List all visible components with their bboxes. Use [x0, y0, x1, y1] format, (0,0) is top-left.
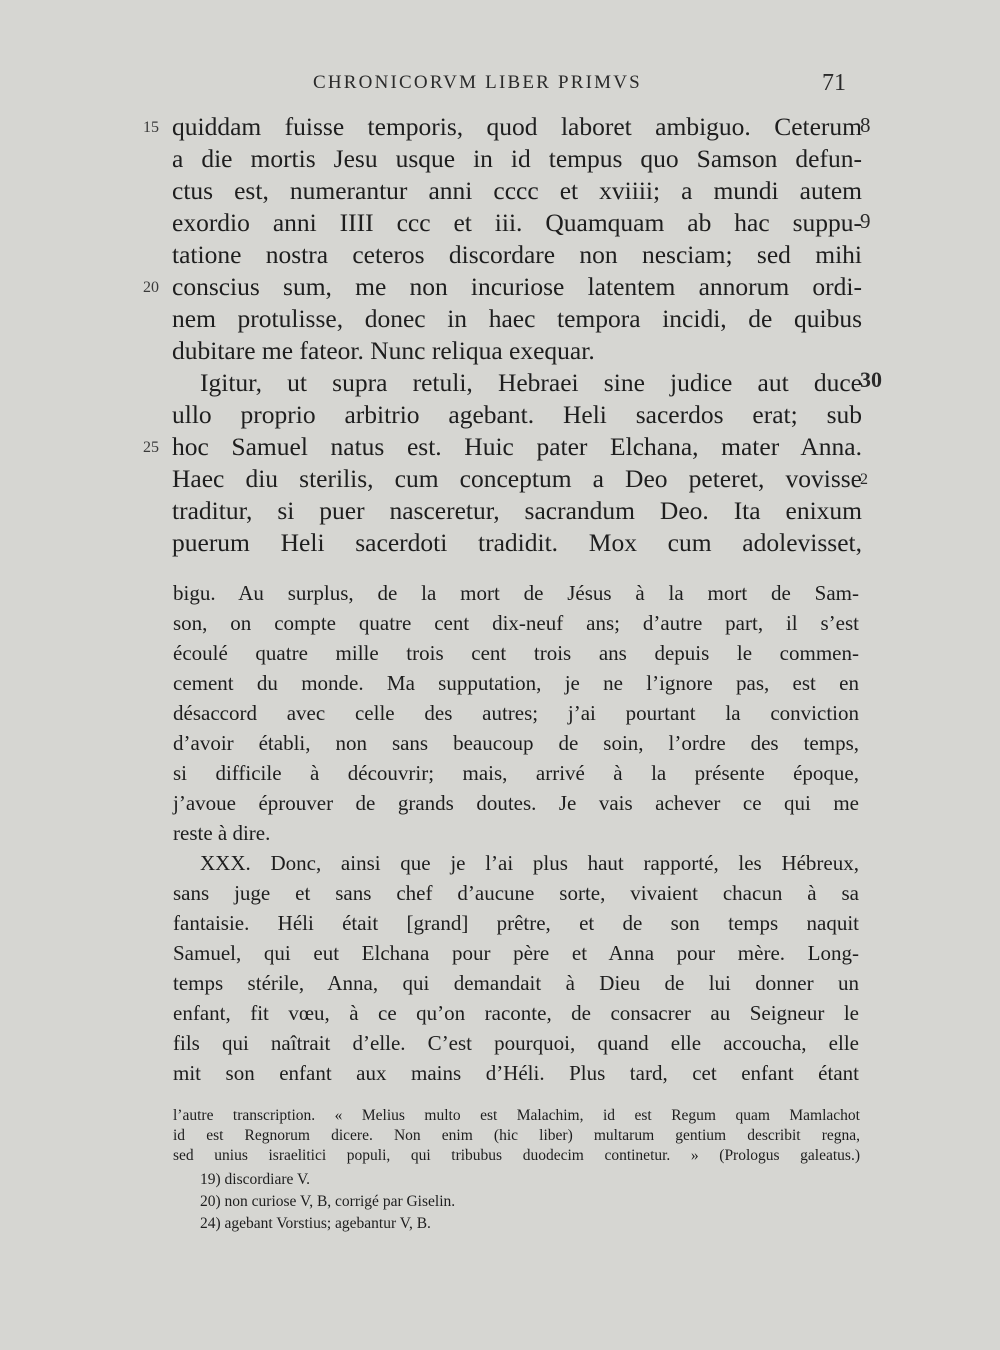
footnote-line: sed unius israelitici populi, qui tribubus duodecim continetur. » (Prologus galeatus.): [173, 1147, 860, 1164]
line-number-20: 20: [143, 279, 159, 296]
margin-number-8: 8: [860, 113, 871, 137]
french-line: reste à dire.: [173, 821, 271, 845]
french-line: son, on compte quatre cent dix-neuf ans; d’autre part, il s’est: [173, 611, 859, 635]
latin-line: Haec diu sterilis, cum conceptum a Deo peteret, vovisse: [172, 464, 862, 493]
latin-line: ctus est, numerantur anni cccc et xviiii; a mundi autem: [172, 176, 862, 205]
footnote-line: id est Regnorum dicere. Non enim (hic liber) multarum gentium describit regna,: [173, 1127, 860, 1144]
running-head: [0, 72, 1000, 102]
french-paragraph-start: XXX. Donc, ainsi que je l’ai plus haut rapporté, les Hébreux,: [200, 851, 859, 875]
latin-line: exordio anni IIII ccc et iii. Quamquam ab hac suppu-: [172, 208, 862, 237]
latin-paragraph-start: Igitur, ut supra retuli, Hebraei sine judice aut duce: [200, 368, 862, 397]
latin-line: dubitare me fateor. Nunc reliqua exequar.: [172, 336, 595, 365]
running-head-title: CHRONICORVM LIBER PRIMVS: [313, 72, 642, 93]
latin-line: tatione nostra ceteros discordare non nesciam; sed mihi: [172, 240, 862, 269]
latin-line: puerum Heli sacerdoti tradidit. Mox cum adolevisset,: [172, 528, 862, 557]
french-line: écoulé quatre mille trois cent trois ans depuis le commen-: [173, 641, 859, 665]
french-line: temps stérile, Anna, qui demandait à Dieu de lui donner un: [173, 971, 859, 995]
french-line: enfant, fit vœu, à ce qu’on raconte, de consacrer au Seigneur le: [173, 1001, 859, 1025]
line-number-25: 25: [143, 439, 159, 456]
french-line: Samuel, qui eut Elchana pour père et Anna pour mère. Long-: [173, 941, 859, 965]
french-line: j’avoue éprouver de grands doutes. Je vais achever ce qui me: [173, 791, 859, 815]
french-line: désaccord avec celle des autres; j’ai pourtant la conviction: [173, 701, 859, 725]
latin-line: quiddam fuisse temporis, quod laboret ambiguo. Ceterum: [172, 112, 862, 141]
latin-line: hoc Samuel natus est. Huic pater Elchana, mater Anna.: [172, 432, 862, 461]
footnote-19: 19) discordiare V.: [200, 1171, 311, 1188]
footnote-line: l’autre transcription. « Melius multo est Malachim, id est Regum quam Mamlachot: [173, 1107, 860, 1124]
french-line: cement du monde. Ma supputation, je ne l’ignore pas, est en: [173, 671, 859, 695]
chapter-number-30: 30: [860, 367, 882, 392]
latin-line: conscius sum, me non incuriose latentem annorum ordi-: [172, 272, 862, 301]
margin-number-9: 9: [860, 209, 871, 233]
page-number: 71: [822, 70, 846, 96]
line-number-15: 15: [143, 119, 159, 136]
french-line: mit son enfant aux mains d’Héli. Plus tard, cet enfant étant: [173, 1061, 859, 1085]
french-line: fils qui naîtrait d’elle. C’est pourquoi, quand elle accoucha, elle: [173, 1031, 859, 1055]
latin-line: ullo proprio arbitrio agebant. Heli sacerdos erat; sub: [172, 400, 862, 429]
french-line: bigu. Au surplus, de la mort de Jésus à la mort de Sam-: [173, 581, 859, 605]
latin-line: nem protulisse, donec in haec tempora incidi, de quibus: [172, 304, 862, 333]
latin-line: a die mortis Jesu usque in id tempus quo Samson defun-: [172, 144, 862, 173]
french-line: sans juge et sans chef d’aucune sorte, vivaient chacun à sa: [173, 881, 859, 905]
latin-line: traditur, si puer nasceretur, sacrandum Deo. Ita enixum: [172, 496, 862, 525]
french-line: si difficile à découvrir; mais, arrivé à la présente époque,: [173, 761, 859, 785]
margin-number-2: 2: [860, 471, 868, 488]
french-line: fantaisie. Héli était [grand] prêtre, et de son temps naquit: [173, 911, 859, 935]
footnote-20: 20) non curiose V, B, corrigé par Giselin.: [200, 1193, 456, 1210]
french-line: d’avoir établi, non sans beaucoup de soin, l’ordre des temps,: [173, 731, 859, 755]
footnote-24: 24) agebant Vorstius; agebantur V, B.: [200, 1215, 431, 1232]
